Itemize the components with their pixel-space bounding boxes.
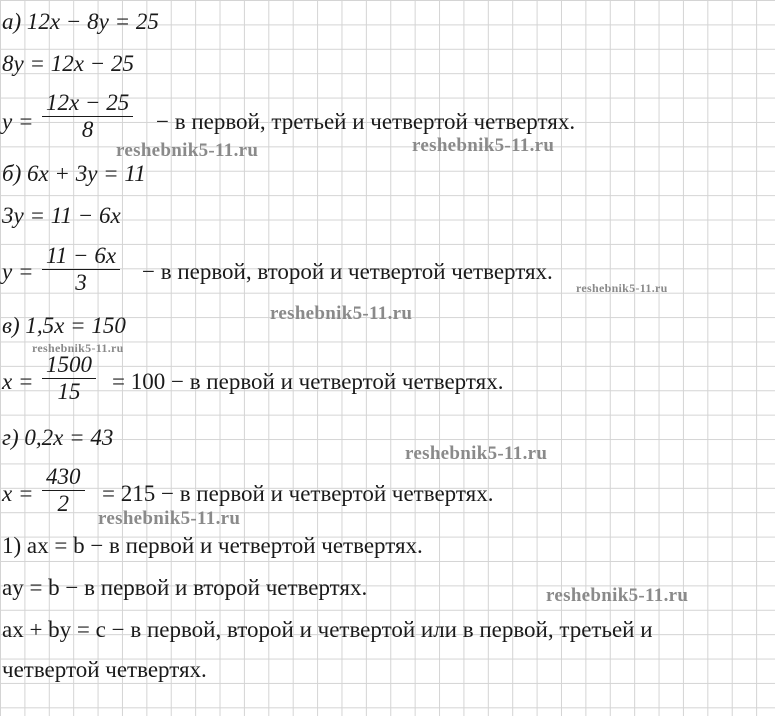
watermark: reshebnik5-11.ru [412, 135, 555, 156]
watermark: reshebnik5-11.ru [98, 508, 241, 529]
eq-b-numerator: 11 − 6x [42, 243, 120, 270]
eq-a-fraction [42, 90, 133, 143]
watermark: reshebnik5-11.ru [576, 281, 668, 295]
eq-v-line1: в) 1,5x = 150 [2, 313, 126, 338]
eq-b-fraction [42, 243, 120, 296]
eq-1-line2: ay = b − в первой и второй четвертях. [2, 575, 368, 600]
eq-a-denominator: 8 [81, 117, 94, 142]
watermark: reshebnik5-11.ru [116, 140, 259, 161]
eq-1-line1: 1) ax = b − в первой и четвертой четвертях. [2, 533, 423, 558]
eq-g-answer: = 215 − в первой и четвертой четвертях. [102, 481, 494, 506]
eq-b-line1: б) 6x + 3y = 11 [2, 161, 146, 186]
eq-b-denominator: 3 [75, 270, 87, 295]
eq-v-answer: = 100 − в первой и четвертой четвертях. [112, 369, 504, 394]
eq-v-fraction [42, 352, 96, 405]
eq-v-lhs: x = [2, 369, 34, 394]
watermark: reshebnik5-11.ru [546, 585, 689, 606]
eq-a-line2: 8y = 12x − 25 [2, 51, 134, 76]
eq-b-line2: 3y = 11 − 6x [2, 203, 121, 228]
watermark: reshebnik5-11.ru [32, 341, 124, 355]
eq-a-answer: − в первой, третьей и четвертой четвертях. [156, 109, 576, 134]
eq-v-numerator: 1500 [42, 352, 96, 379]
eq-1-line4: четвертой четвертях. [2, 657, 207, 682]
eq-b-answer: − в первой, второй и четвертой четвертях. [142, 259, 553, 284]
eq-g-fraction [42, 464, 85, 517]
eq-g-lhs: x = [2, 481, 34, 506]
eq-g-line1: г) 0,2x = 43 [2, 425, 114, 450]
eq-b-lhs: y = [2, 259, 34, 284]
eq-a-numerator: 12x − 25 [42, 90, 133, 117]
eq-g-numerator: 430 [42, 464, 85, 491]
eq-a-line1: а) 12x − 8y = 25 [2, 9, 159, 34]
watermark: reshebnik5-11.ru [270, 303, 413, 324]
eq-1-line3: ax + by = c − в первой, второй и четвертой или в первой, третьей и [2, 617, 653, 642]
eq-a-lhs: y = [2, 109, 34, 134]
eq-v-denominator: 15 [57, 379, 81, 404]
eq-g-denominator: 2 [57, 491, 69, 516]
watermark: reshebnik5-11.ru [405, 443, 548, 464]
